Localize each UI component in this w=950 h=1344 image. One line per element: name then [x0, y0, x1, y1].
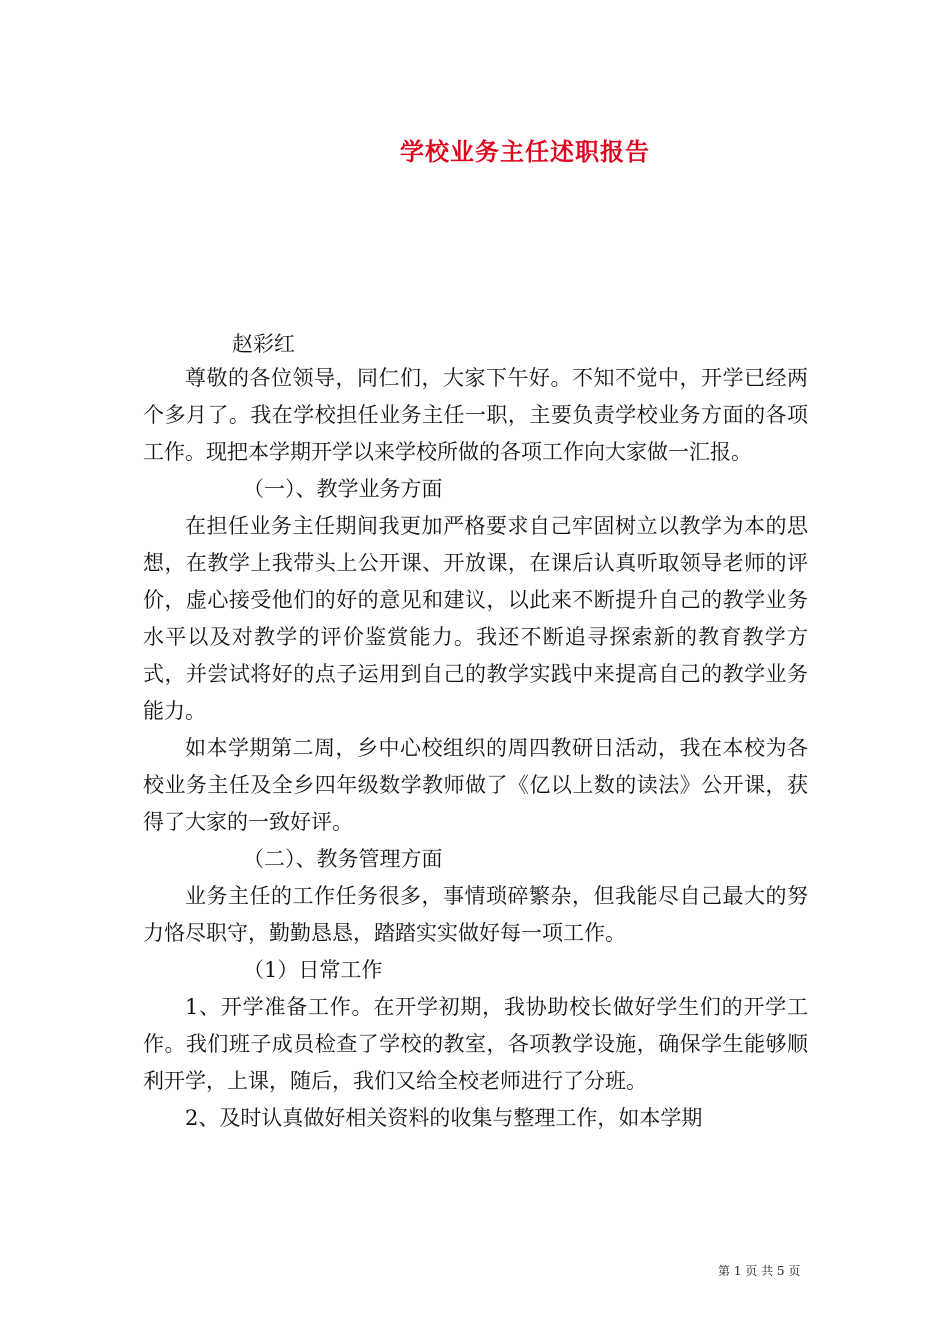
author-name: 赵彩红 — [232, 332, 295, 356]
paragraph: 1、开学准备工作。在开学初期，我协助校长做好学生们的开学工作。我们班子成员检查了学校的教室，各项教学设施，确保学生能够顺利开学，上课，随后，我们又给全校老师进行了分班。 — [143, 995, 808, 1093]
section-heading-2: （二）、教务管理方面 — [243, 847, 443, 871]
paragraph: 2、及时认真做好相关资料的收集与整理工作，如本学期 — [185, 1106, 703, 1130]
paragraph: 在担任业务主任期间我更加严格要求自己牢固树立以教学为本的思想，在教学上我带头上公开课、开放课，在课后认真听取领导老师的评价，虚心接受他们的好的意见和建议，以此来不断提升自己的教学业务水平以及对教学的评价鉴赏能力。我还不断追寻探索新的教育教学方式，并尝试将好的点子运用到自己的教学实践中来提高自己的教学业务能力。 — [143, 514, 808, 723]
page-footer: 第 1 页 共 5 页 — [718, 1264, 801, 1278]
paragraph-intro: 尊敬的各位领导，同仁们，大家下午好。不知不觉中，开学已经两个多月了。我在学校担任业务主任一职，主要负责学校业务方面的各项工作。现把本学期开学以来学校所做的各项工作向大家做一汇报。 — [143, 366, 808, 464]
subsection-heading: （1）日常工作 — [243, 958, 383, 982]
section-heading-1: （一）、教学业务方面 — [243, 477, 443, 501]
paragraph: 业务主任的工作任务很多，事情琐碎繁杂，但我能尽自己最大的努力恪尽职守，勤勤恳恳，踏踏实实做好每一项工作。 — [143, 884, 808, 945]
paragraph: 如本学期第二周，乡中心校组织的周四教研日活动，我在本校为各校业务主任及全乡四年级数学教师做了《亿以上数的读法》公开课，获得了大家的一致好评。 — [143, 736, 808, 834]
document-title: 学校业务主任述职报告 — [400, 137, 650, 166]
document-body — [143, 360, 808, 1137]
